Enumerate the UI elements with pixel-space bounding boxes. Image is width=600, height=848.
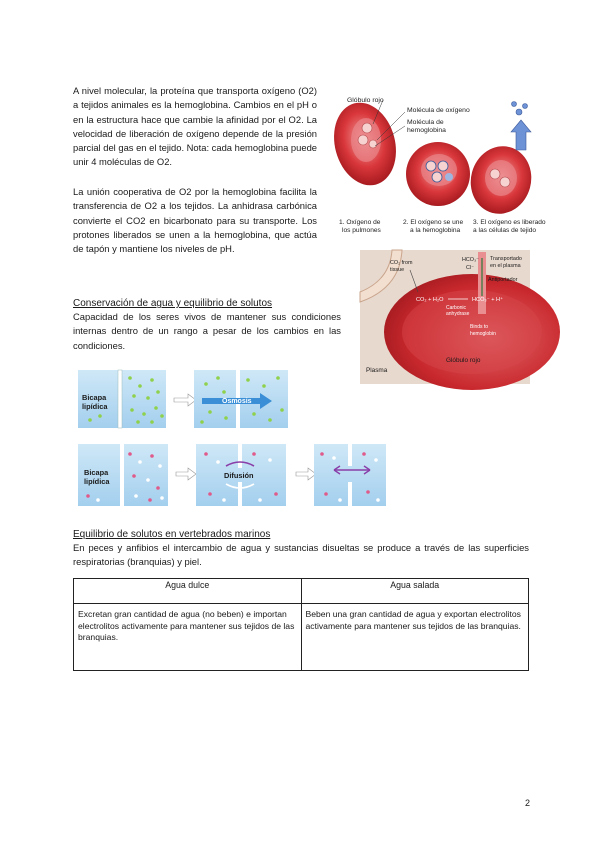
- section-water-heading: Conservación de agua y equilibrio de solutos: [73, 298, 273, 309]
- reaction-right: HCO₃⁻ + H⁺: [472, 297, 504, 303]
- table-header-agua-dulce: Agua dulce: [74, 579, 302, 604]
- hco3-top: HCO₃⁻: [462, 257, 480, 263]
- co2-from-1: CO₂ from: [390, 260, 413, 266]
- red-cell-3: [463, 139, 539, 220]
- intro-paragraph-1: A nivel molecular, la proteína que transporta oxígeno (O2) a tejidos animales es la hemoglobina. Cambios en el pH o en la estructura hace que cambie la afinidad por el O2. La velocidad de liberación de oxígeno depende de la presión parcial del gas en el tejido. Nota: cada hemoglobina puede unir 4 moléculas de O2.: [73, 85, 317, 168]
- membrane-figure: [78, 366, 388, 510]
- section-marine-heading: Equilibrio de solutos en vertebrados marinos: [73, 529, 271, 540]
- hemoglobina-label-1: Molécula de: [407, 119, 444, 126]
- enzyme-2: anhydrase: [446, 311, 470, 317]
- co2-transport-figure: [360, 250, 530, 384]
- step2-line1: 2. El oxígeno se une: [403, 219, 464, 226]
- globulo-rojo-label: Glóbulo rojo: [446, 357, 481, 364]
- antiportador: Antiportador: [488, 277, 518, 283]
- co2-from-2: tissue: [390, 267, 405, 273]
- bicapa-top-1: Bicapa: [82, 393, 107, 402]
- oxygen-arrow: [511, 102, 531, 151]
- bicapa-top-2: lipídica: [82, 402, 108, 411]
- transportado-1: Transportado: [490, 256, 522, 262]
- binds-1: Binds to: [470, 324, 489, 330]
- cell-agua-salada: Beben una gran cantidad de agua y exportan electrolitos activamente para mantener sus tejidos de las branquias.: [301, 604, 529, 671]
- table-row: [74, 604, 529, 671]
- bicapa-bottom-2: lipídica: [84, 477, 110, 486]
- reaction-left: CO₂ + H₂O: [416, 297, 444, 303]
- page-number: 2: [524, 798, 530, 808]
- comparison-table: [73, 578, 529, 671]
- step3-line1: 3. El oxígeno es liberado: [473, 219, 546, 226]
- globulo-label: Glóbulo rojo: [347, 97, 384, 104]
- cell-agua-dulce: Excretan gran cantidad de agua (no beben) e importan electrolitos activamente para mantener sus tejidos de las branquias.: [74, 604, 302, 671]
- osmosis-label: Osmosis: [222, 398, 252, 405]
- cl-top: Cl⁻: [466, 265, 474, 271]
- table-header-agua-salada: Agua salada: [301, 579, 529, 604]
- step1-line1: 1. Oxígeno de: [339, 219, 381, 226]
- red-cell-2: [406, 142, 470, 206]
- intro-paragraph-2: La unión cooperativa de O2 por la hemoglobina facilita la transferencia de O2 a los tejidos. La anhidrasa carbónica convierte el CO2 en bicarbonato para su transporte. Los protones liberados se unen a la hemoglobina, que actúa de tapón y mantiene los niveles de pH.: [73, 186, 317, 255]
- hemoglobina-label-2: hemoglobina: [407, 127, 446, 134]
- bicapa-bottom-1: Bicapa: [84, 468, 109, 477]
- binds-2: hemoglobin: [470, 331, 496, 337]
- section-marine-text: En peces y anfibios el intercambio de agua y sustancias disueltas se produce a través de las superficies respiratorias (branquias) y piel.: [73, 542, 529, 568]
- step1-line2: los pulmones: [342, 227, 381, 234]
- plasma-label: Plasma: [366, 367, 388, 374]
- step2-line2: a la hemoglobina: [410, 227, 461, 234]
- red-cell-1: [325, 96, 405, 193]
- hemoglobin-figure: [333, 82, 546, 237]
- molecula-oxigeno-label: Molécula de oxígeno: [407, 107, 470, 114]
- section-water-text: Capacidad de los seres vivos de mantener sus condiciones internas dentro de un rango a pesar de los cambios en las condiciones.: [73, 311, 341, 351]
- difusion-label: Difusión: [224, 471, 254, 480]
- step3-line2: a las células de tejido: [473, 227, 537, 234]
- transportado-2: en el plasma: [490, 263, 521, 269]
- enzyme-1: Carbonic: [446, 305, 467, 311]
